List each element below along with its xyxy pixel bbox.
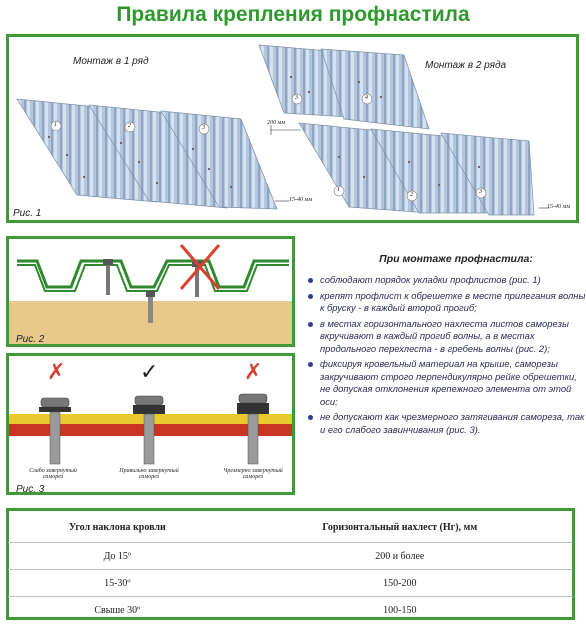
- fig1-label-row1: Монтаж в 1 ряд: [73, 56, 149, 67]
- sheet-num: 3: [202, 125, 205, 131]
- sheet-num: 3: [295, 95, 298, 101]
- table-cell: 150-200: [227, 570, 573, 597]
- table-cell: 200 и более: [227, 543, 573, 570]
- check-icon: ✓: [140, 360, 159, 385]
- sheet-num: 3: [479, 189, 482, 195]
- list-item-text: крепят профлист к обрешетке в месте прилегания волны к бруску - в каждый второй прогиб;: [320, 289, 586, 313]
- table-cell: Свыше 30º: [8, 597, 227, 624]
- table-row: [8, 597, 573, 624]
- cross-icon: ✗: [244, 360, 263, 385]
- list-item-text: соблюдают порядок укладки профлистов (рис. 1): [320, 274, 541, 285]
- sheet-num: 1: [54, 122, 57, 128]
- screw-label-correct: Правильно завернутый саморез: [119, 468, 179, 480]
- cross-icon: [181, 245, 219, 289]
- overlap-vertical-label: 200 мм: [267, 120, 286, 126]
- list-item-text: не допускают как чрезмерного затягивания самореза, так и его слабого завинчивания (рис. 3).: [320, 411, 585, 435]
- fig2-caption: Рис. 2: [16, 334, 45, 345]
- fig1-label-row2: Монтаж в 2 ряда: [425, 60, 507, 71]
- list-item-text: в местах горизонтального нахлеста листов саморезы вкручивают в каждый прогиб волны, а в местах продольного перехлеста - в гребень волны (рис. 2);: [320, 317, 569, 354]
- notes-title: При монтаже профнастила:: [379, 253, 533, 265]
- bullet-icon: [308, 322, 313, 327]
- overlap-table: [8, 512, 573, 623]
- sheet-4-top: [321, 49, 429, 129]
- list-item: [306, 274, 586, 287]
- table-cell: 100-150: [227, 597, 573, 624]
- fig2-drawing: [9, 239, 292, 344]
- bullet-icon: [308, 278, 313, 283]
- list-item: [306, 290, 586, 315]
- fig1-panel: [6, 34, 579, 223]
- screw-label-over: Чрезмерно завернутый саморез: [223, 468, 283, 480]
- screw-label-loose: Слабо завернутый саморез: [29, 468, 77, 480]
- table-row: [8, 543, 573, 570]
- notes-block: [306, 253, 586, 439]
- cross-icon: ✗: [47, 360, 66, 385]
- notes-list: [306, 274, 586, 436]
- sheet-num: 2: [410, 192, 413, 198]
- table-cell: До 15º: [8, 543, 227, 570]
- bullet-icon: [308, 415, 313, 420]
- table-row: [8, 570, 573, 597]
- list-item-text: фиксируя кровельный материал на крыше, саморезы закручивают строго перпендикулярно рейке обрешетки, не допуская отклонения крепежного элемента от этой оси;: [320, 358, 577, 407]
- bullet-icon: [308, 362, 313, 367]
- overlap-right-label: 15-40 мм: [547, 204, 571, 210]
- fig3-panel: [6, 353, 295, 495]
- table-header-cell: Угол наклона кровли: [68, 521, 166, 533]
- table-cell: 15-30º: [8, 570, 227, 597]
- sheet-num: 2: [128, 123, 131, 129]
- bullet-icon: [308, 294, 313, 299]
- fig3-caption: Рис. 3: [16, 484, 45, 495]
- sheet-num: 1: [337, 187, 340, 193]
- fig2-panel: [6, 236, 295, 347]
- table-header-cell: Горизонтальный нахлест (Нг), мм: [322, 521, 478, 533]
- list-item: [306, 358, 586, 408]
- overlap-left-label: 15-40 мм: [289, 197, 313, 203]
- table-header-row: [8, 512, 573, 543]
- list-item: [306, 411, 586, 436]
- page-title: Правила крепления профнастила: [116, 3, 470, 26]
- fig1-caption: Рис. 1: [13, 208, 42, 219]
- sheet-num: 4: [365, 95, 368, 101]
- list-item: [306, 318, 586, 356]
